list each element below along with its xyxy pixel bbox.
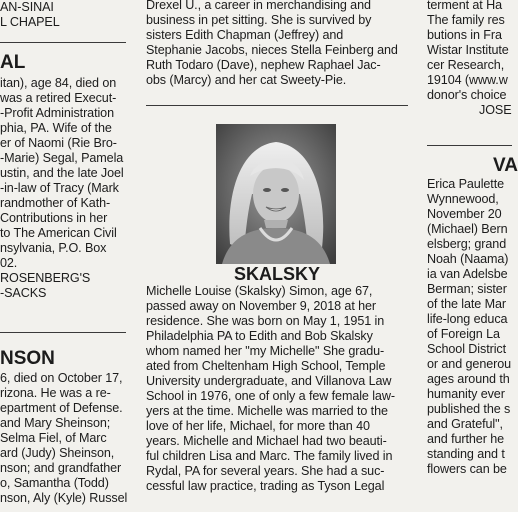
- text-line: Noah (Naama): [427, 252, 509, 266]
- text-line: Erica Paulette: [427, 177, 505, 191]
- text-line: or and generou: [427, 357, 512, 371]
- text-line: -SACKS: [0, 286, 47, 300]
- text-line: business in pet sitting. She is survived by: [146, 13, 372, 27]
- text-line: love of her life, Michael, for more than 40: [146, 419, 370, 433]
- text-line: to The American Civil: [0, 226, 117, 240]
- text-line: ages around th: [427, 372, 510, 386]
- text-line: Philadelphia PA to Edith and Bob Skalsky: [146, 329, 373, 343]
- text-line: 02.: [0, 256, 18, 270]
- text-line: cer Research,: [427, 58, 505, 72]
- text-line: L CHAPEL: [0, 15, 60, 29]
- text-line: nsylvania, P.O. Box: [0, 241, 107, 255]
- text-line: terment at Ha: [427, 0, 502, 12]
- text-line: School in 1976, one of only a few female law-: [146, 389, 395, 403]
- middle-column: [146, 0, 408, 512]
- text-line: Drexel U., a career in merchandising and: [146, 0, 371, 12]
- column-divider-rule: [427, 145, 512, 146]
- text-line: 6, died on October 17,: [0, 371, 123, 385]
- text-line: sisters Edith Chapman (Jeffrey) and: [146, 28, 344, 42]
- text-line: Ruth Todaro (Dave), nephew Raphael Jac-: [146, 58, 381, 72]
- text-line: of Foreign La: [427, 327, 500, 341]
- text-line: residence. She was born on May 1, 1951 in: [146, 314, 385, 328]
- text-line: Stephanie Jacobs, nieces Stella Feinberg and: [146, 43, 398, 57]
- column-divider-rule: [146, 105, 408, 106]
- text-line: of the late Mar: [427, 297, 507, 311]
- obituary-heading: NSON: [0, 348, 55, 369]
- text-line: ia van Adelsbe: [427, 267, 508, 281]
- obituary-heading: SKALSKY: [233, 264, 320, 284]
- text-line: ful children Lisa and Marc. The family lived in: [146, 449, 393, 463]
- text-line: elsberg; grand: [427, 237, 507, 251]
- text-line: ated from Cheltenham High School, Temple: [146, 359, 386, 373]
- text-line: yers at the time. Michelle was married to the: [146, 404, 388, 418]
- text-line: life-long educa: [427, 312, 508, 326]
- text-line: obs (Marcy) and her cat Sweety-Pie.: [146, 73, 347, 87]
- text-line: Rydal, PA for several years. She had a suc-: [146, 464, 385, 478]
- text-line: and Mary Sheinson;: [0, 416, 111, 430]
- text-line: -in-law of Tracy (Mark: [0, 181, 119, 195]
- text-line: phia, PA. Wife of the: [0, 121, 112, 135]
- text-line: standing and t: [427, 447, 505, 461]
- text-line: Wistar Institute: [427, 43, 509, 57]
- text-line: 19104 (www.w: [427, 73, 508, 87]
- column-divider-rule: [0, 42, 126, 43]
- text-line: was a retired Execut-: [0, 91, 117, 105]
- text-line: -Marie) Segal, Pamela: [0, 151, 124, 165]
- column-divider-rule: [0, 332, 126, 333]
- text-line: randmother of Kath-: [0, 196, 111, 210]
- text-line: nson, Aly (Kyle) Russel: [0, 491, 128, 505]
- text-line: (Michael) Bern: [427, 222, 508, 236]
- text-line: Contributions in her: [0, 211, 108, 225]
- text-line: flowers can be: [427, 462, 507, 476]
- portrait-photo: [216, 124, 336, 264]
- text-line: Selma Fiel, of Marc: [0, 431, 107, 445]
- text-line: AN-SINAI: [0, 0, 54, 14]
- text-line: University undergraduate, and Villanova Law: [146, 374, 392, 388]
- obituary-heading: AL: [0, 52, 26, 73]
- text-line: published the s: [427, 402, 511, 416]
- text-line: nson; and grandfather: [0, 461, 122, 475]
- text-line: itan), age 84, died on: [0, 76, 117, 90]
- text-line: years. Michelle and Michael had two beauti-: [146, 434, 387, 448]
- text-line: School District: [427, 342, 506, 356]
- text-line: Michelle Louise (Skalsky) Simon, age 67,: [146, 284, 373, 298]
- text-line: er of Naomi (Rie Bro-: [0, 136, 117, 150]
- text-line: donor's choice: [427, 88, 507, 102]
- text-line: ustin, and the late Joel: [0, 166, 124, 180]
- text-line: epartment of Defense.: [0, 401, 123, 415]
- text-line: Wynnewood,: [427, 192, 499, 206]
- text-line: rizona. He was a re-: [0, 386, 111, 400]
- text-line: ard (Judy) Sheinson,: [0, 446, 115, 460]
- text-line: ROSENBERG'S: [0, 271, 91, 285]
- text-line: JOSE: [479, 103, 512, 117]
- left-column: [0, 0, 130, 512]
- text-line: humanity ever: [427, 387, 505, 401]
- text-line: and further he: [427, 432, 505, 446]
- text-line: and Grateful",: [427, 417, 503, 431]
- text-line: butions in Fra: [427, 28, 502, 42]
- text-line: -Profit Administration: [0, 106, 114, 120]
- text-line: November 20: [427, 207, 502, 221]
- text-line: passed away on November 9, 2018 at her: [146, 299, 377, 313]
- text-line: The family res: [427, 13, 505, 27]
- text-line: Berman; sister: [427, 282, 507, 296]
- text-line: whom named her "my Michelle" She gradu-: [146, 344, 385, 358]
- obituary-heading: VA: [493, 155, 518, 176]
- text-line: cessful law practice, trading as Tyson Legal: [146, 479, 385, 493]
- right-column: [425, 0, 518, 512]
- text-line: o, Samantha (Todd): [0, 476, 109, 490]
